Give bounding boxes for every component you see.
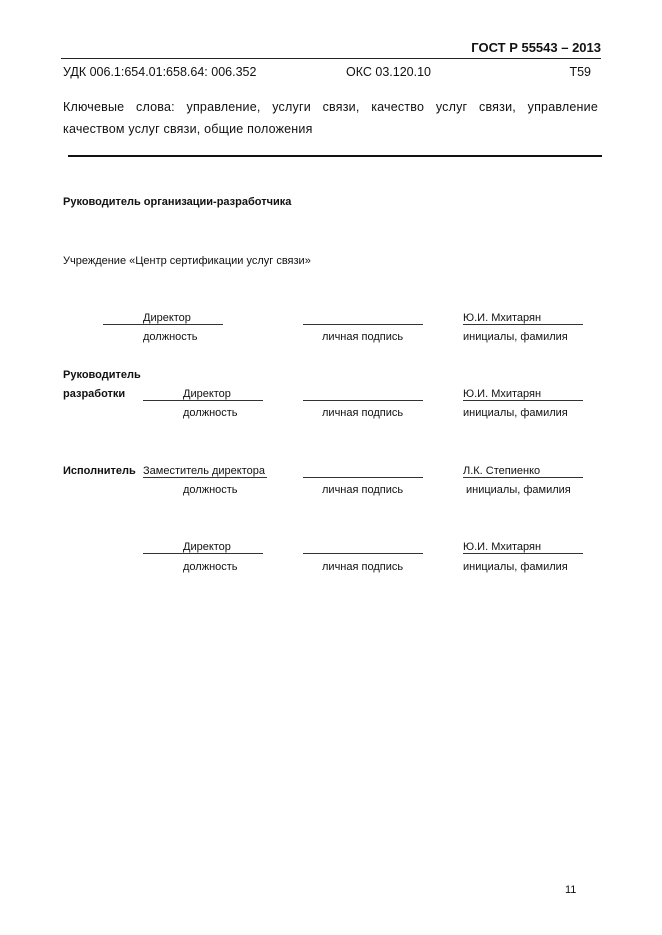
position-line — [143, 553, 263, 554]
name-line — [463, 324, 583, 325]
position-caption: должность — [183, 484, 238, 496]
position-value: Директор — [143, 312, 191, 324]
position-line — [103, 324, 223, 325]
keywords-line-1: Ключевые слова: управление, услуги связи, качество услуг связи, управление — [63, 100, 598, 114]
signature-line — [303, 553, 423, 554]
position-caption: должность — [183, 561, 238, 573]
initials-caption: инициалы, фамилия — [466, 484, 571, 496]
category-code: Т59 — [569, 65, 591, 79]
role-label-line-2: разработки — [63, 388, 126, 400]
position-caption: должность — [183, 407, 238, 419]
initials-caption: инициалы, фамилия — [463, 331, 568, 343]
position-value: Директор — [183, 541, 231, 553]
role-label: Руководитель — [63, 369, 141, 381]
signature-line — [303, 400, 423, 401]
role-label: Исполнитель — [63, 465, 136, 477]
position-line — [143, 400, 263, 401]
signature-caption: личная подпись — [322, 561, 404, 573]
developer-organization: Учреждение «Центр сертификации услуг связи» — [63, 255, 311, 267]
initials-caption: инициалы, фамилия — [463, 561, 568, 573]
name-line — [463, 477, 583, 478]
keywords-rule — [68, 155, 602, 157]
signature-line — [303, 477, 423, 478]
signature-line — [303, 324, 423, 325]
signature-caption: личная подпись — [322, 407, 404, 419]
position-value: Заместитель директора — [143, 465, 265, 477]
keywords-line-2: качеством услуг связи, общие положения — [63, 122, 313, 136]
oks-code: ОКС 03.120.10 — [346, 65, 431, 79]
developer-head-title: Руководитель организации-разработчика — [63, 196, 292, 208]
signature-caption: личная подпись — [322, 331, 404, 343]
initials-caption: инициалы, фамилия — [463, 407, 568, 419]
page-number: 11 — [565, 884, 577, 896]
standard-number: ГОСТ Р 55543 – 2013 — [471, 40, 601, 55]
name-line — [463, 400, 583, 401]
header-rule — [61, 58, 601, 59]
name-line — [463, 553, 583, 554]
udk-code: УДК 006.1:654.01:658.64: 006.352 — [63, 65, 257, 79]
name-value: Ю.И. Мхитарян — [463, 541, 542, 553]
position-caption: должность — [143, 331, 198, 343]
keywords-block — [63, 96, 598, 140]
position-value: Директор — [183, 388, 231, 400]
name-value: Л.К. Степиенко — [463, 465, 541, 477]
signature-caption: личная подпись — [322, 484, 404, 496]
name-value: Ю.И. Мхитарян — [463, 388, 542, 400]
name-value: Ю.И. Мхитарян — [463, 312, 542, 324]
position-line — [143, 477, 267, 478]
